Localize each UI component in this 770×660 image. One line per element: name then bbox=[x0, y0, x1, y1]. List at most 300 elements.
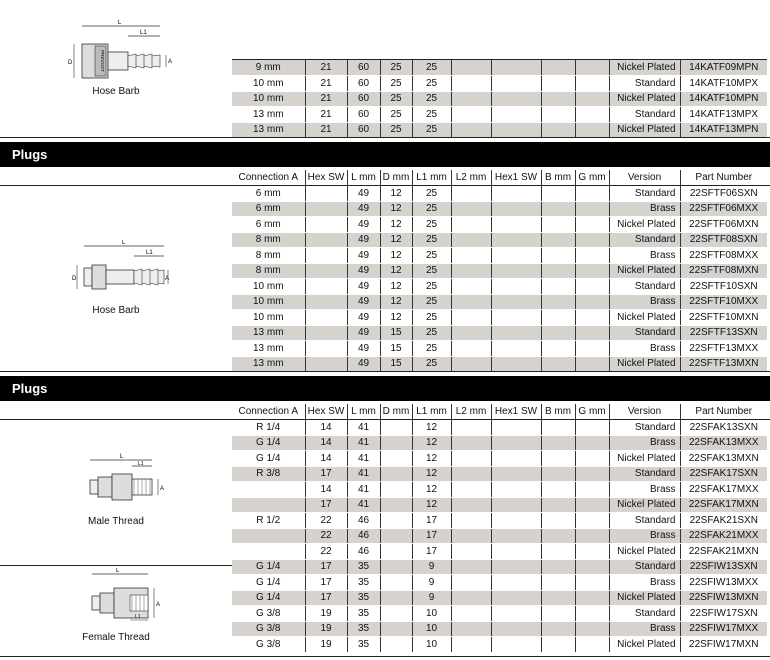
table-cell bbox=[491, 91, 541, 107]
table-cell bbox=[232, 497, 305, 513]
table-cell bbox=[305, 217, 347, 233]
table-cell bbox=[305, 248, 347, 264]
table-cell: G 3/8 bbox=[232, 606, 305, 622]
table-row bbox=[232, 91, 767, 107]
table-cell bbox=[451, 122, 491, 138]
table-cell: Brass bbox=[609, 621, 680, 637]
table-cell bbox=[575, 91, 609, 107]
table-cell: Brass bbox=[609, 341, 680, 357]
svg-text:A: A bbox=[165, 276, 170, 282]
table-cell: 15 bbox=[380, 325, 412, 341]
table-row bbox=[232, 482, 767, 498]
table-cell: Standard bbox=[609, 559, 680, 575]
table-cell bbox=[541, 544, 575, 560]
table-cell: 17 bbox=[305, 575, 347, 591]
table-cell: 41 bbox=[347, 466, 380, 482]
table-cell bbox=[575, 201, 609, 217]
table-cell: 22SFTF06MXN bbox=[680, 217, 767, 233]
table-cell bbox=[451, 217, 491, 233]
table-cell: G 1/4 bbox=[232, 451, 305, 467]
table-cell: Nickel Plated bbox=[609, 544, 680, 560]
table-cell: Brass bbox=[609, 294, 680, 310]
table-row bbox=[232, 186, 767, 202]
table-cell: 25 bbox=[412, 217, 451, 233]
table-cell bbox=[541, 232, 575, 248]
table-cell bbox=[575, 420, 609, 436]
table-cell: 46 bbox=[347, 528, 380, 544]
table-cell bbox=[380, 559, 412, 575]
table-cell bbox=[491, 356, 541, 372]
table-cell: 22SFAK21SXN bbox=[680, 513, 767, 529]
table-cell bbox=[380, 528, 412, 544]
table-cell: 35 bbox=[347, 575, 380, 591]
table-cell: 49 bbox=[347, 186, 380, 202]
table-cell: 9 bbox=[412, 575, 451, 591]
table-cell: 22SFAK17SXN bbox=[680, 466, 767, 482]
table-cell: 12 bbox=[412, 435, 451, 451]
table-cell bbox=[305, 232, 347, 248]
table-cell: R 1/2 bbox=[232, 513, 305, 529]
spec-table-body bbox=[232, 420, 767, 653]
table-cell: Nickel Plated bbox=[609, 263, 680, 279]
table-header-row bbox=[232, 170, 767, 186]
table-cell bbox=[541, 575, 575, 591]
spec-table bbox=[232, 170, 767, 372]
table-cell: Brass bbox=[609, 201, 680, 217]
column-header: Hex SW bbox=[305, 404, 347, 420]
column-header: L2 mm bbox=[451, 170, 491, 186]
table-cell: 10 mm bbox=[232, 279, 305, 295]
table-cell bbox=[575, 435, 609, 451]
table-cell bbox=[305, 263, 347, 279]
table-cell: Nickel Plated bbox=[609, 356, 680, 372]
table-cell: Nickel Plated bbox=[609, 122, 680, 138]
table-cell: 19 bbox=[305, 606, 347, 622]
table-cell: 25 bbox=[380, 107, 412, 123]
svg-text:L: L bbox=[122, 240, 126, 246]
table-cell bbox=[575, 497, 609, 513]
table-cell: 17 bbox=[412, 513, 451, 529]
image-label: Hose Barb bbox=[92, 86, 140, 97]
table-cell bbox=[491, 606, 541, 622]
table-cell bbox=[575, 232, 609, 248]
table-cell: Standard bbox=[609, 232, 680, 248]
table-cell bbox=[491, 294, 541, 310]
column-header: L mm bbox=[347, 404, 380, 420]
table-row bbox=[232, 310, 767, 326]
table-cell bbox=[451, 528, 491, 544]
table-cell: 49 bbox=[347, 325, 380, 341]
table-cell: 6 mm bbox=[232, 217, 305, 233]
table-cell bbox=[305, 341, 347, 357]
table-cell bbox=[541, 420, 575, 436]
table-cell: 22SFAK21MXN bbox=[680, 544, 767, 560]
table-cell: 21 bbox=[305, 91, 347, 107]
table-cell: 9 bbox=[412, 559, 451, 575]
svg-text:L1: L1 bbox=[135, 614, 141, 620]
table-cell: 22SFIW17SXN bbox=[680, 606, 767, 622]
table-cell: 22 bbox=[305, 528, 347, 544]
table-cell bbox=[575, 217, 609, 233]
table-cell bbox=[541, 217, 575, 233]
table-cell: 10 mm bbox=[232, 310, 305, 326]
table-cell: 14KATF10MPX bbox=[680, 76, 767, 92]
table-cell: 10 bbox=[412, 637, 451, 653]
table-cell: 21 bbox=[305, 107, 347, 123]
table-row bbox=[232, 466, 767, 482]
table-cell: 22SFTF10MXN bbox=[680, 310, 767, 326]
table-cell: 35 bbox=[347, 637, 380, 653]
table-cell bbox=[491, 482, 541, 498]
table-cell: G 1/4 bbox=[232, 559, 305, 575]
table-cell bbox=[305, 201, 347, 217]
table-row bbox=[232, 76, 767, 92]
section-hose-barb-coupler bbox=[0, 0, 770, 138]
table-cell bbox=[451, 60, 491, 76]
table-cell: 22SFAK13SXN bbox=[680, 420, 767, 436]
table-cell: 41 bbox=[347, 497, 380, 513]
table-cell: G 1/4 bbox=[232, 590, 305, 606]
table-cell bbox=[541, 482, 575, 498]
table-cell: 41 bbox=[347, 420, 380, 436]
svg-text:D: D bbox=[72, 276, 77, 282]
table-row bbox=[232, 356, 767, 372]
table-cell bbox=[491, 310, 541, 326]
table-cell: 10 bbox=[412, 621, 451, 637]
table-cell bbox=[491, 451, 541, 467]
svg-text:L1: L1 bbox=[146, 250, 153, 256]
table-cell bbox=[305, 310, 347, 326]
table-row bbox=[232, 420, 767, 436]
table-cell: Nickel Plated bbox=[609, 637, 680, 653]
table-cell: 12 bbox=[380, 279, 412, 295]
table-cell: 12 bbox=[380, 263, 412, 279]
table-cell: Brass bbox=[609, 528, 680, 544]
column-header: L2 mm bbox=[451, 404, 491, 420]
table-cell bbox=[541, 606, 575, 622]
table-cell: 6 mm bbox=[232, 186, 305, 202]
table-cell: Standard bbox=[609, 186, 680, 202]
spec-table bbox=[232, 60, 767, 138]
table-row bbox=[232, 528, 767, 544]
table-cell: 49 bbox=[347, 217, 380, 233]
table-row bbox=[232, 606, 767, 622]
table-cell: 25 bbox=[412, 76, 451, 92]
table-cell: 49 bbox=[347, 248, 380, 264]
table-cell: 22SFIW13SXN bbox=[680, 559, 767, 575]
table-cell bbox=[575, 451, 609, 467]
table-cell: 13 mm bbox=[232, 107, 305, 123]
table-cell: 46 bbox=[347, 513, 380, 529]
table-cell: 22SFTF10SXN bbox=[680, 279, 767, 295]
table-cell bbox=[380, 621, 412, 637]
column-header: G mm bbox=[575, 404, 609, 420]
table-cell bbox=[575, 637, 609, 653]
table-cell bbox=[541, 76, 575, 92]
table-cell: Brass bbox=[609, 482, 680, 498]
table-cell bbox=[451, 186, 491, 202]
table-cell bbox=[575, 294, 609, 310]
table-cell bbox=[575, 559, 609, 575]
table-row bbox=[232, 201, 767, 217]
table-cell: Brass bbox=[609, 248, 680, 264]
table-cell: Standard bbox=[609, 606, 680, 622]
svg-text:PREVOST: PREVOST bbox=[100, 50, 105, 72]
table-cell bbox=[491, 122, 541, 138]
table-cell: 12 bbox=[380, 186, 412, 202]
table-cell: 14 bbox=[305, 451, 347, 467]
table-cell bbox=[491, 621, 541, 637]
table-cell: Brass bbox=[609, 575, 680, 591]
svg-text:L1: L1 bbox=[140, 30, 147, 36]
table-cell bbox=[575, 107, 609, 123]
table-cell: 25 bbox=[412, 263, 451, 279]
table-cell: 22SFTF13MXN bbox=[680, 356, 767, 372]
table-cell bbox=[541, 341, 575, 357]
table-cell bbox=[541, 590, 575, 606]
table-cell bbox=[491, 559, 541, 575]
table-cell bbox=[232, 544, 305, 560]
table-cell: 21 bbox=[305, 60, 347, 76]
svg-text:A: A bbox=[156, 602, 161, 608]
table-cell: 35 bbox=[347, 606, 380, 622]
table-cell: 49 bbox=[347, 294, 380, 310]
section-thread-plugs bbox=[0, 402, 770, 658]
table-cell bbox=[541, 107, 575, 123]
table-cell bbox=[575, 248, 609, 264]
table-cell bbox=[305, 356, 347, 372]
table-cell bbox=[575, 590, 609, 606]
table-cell bbox=[451, 107, 491, 123]
section-title-plugs: Plugs bbox=[0, 376, 770, 401]
table-cell: 25 bbox=[412, 232, 451, 248]
table-cell bbox=[451, 621, 491, 637]
table-cell bbox=[451, 356, 491, 372]
table-cell: 13 mm bbox=[232, 122, 305, 138]
table-cell bbox=[541, 325, 575, 341]
table-row bbox=[232, 325, 767, 341]
table-cell: 25 bbox=[380, 122, 412, 138]
table-cell bbox=[541, 513, 575, 529]
table-row bbox=[232, 559, 767, 575]
table-cell bbox=[575, 325, 609, 341]
table-cell bbox=[380, 637, 412, 653]
table-cell bbox=[491, 232, 541, 248]
spec-table bbox=[232, 404, 767, 653]
spec-table-body bbox=[232, 60, 767, 138]
table-cell bbox=[575, 528, 609, 544]
table-cell: Standard bbox=[609, 279, 680, 295]
table-cell bbox=[380, 451, 412, 467]
table-cell: Nickel Plated bbox=[609, 590, 680, 606]
table-cell: 25 bbox=[412, 248, 451, 264]
table-cell bbox=[380, 590, 412, 606]
table-cell bbox=[491, 107, 541, 123]
table-row bbox=[232, 294, 767, 310]
image-label-male-thread: Male Thread bbox=[88, 516, 144, 527]
table-row bbox=[232, 451, 767, 467]
table-cell: 49 bbox=[347, 341, 380, 357]
table-cell: 35 bbox=[347, 621, 380, 637]
table-cell: 10 mm bbox=[232, 91, 305, 107]
table-cell: 17 bbox=[305, 559, 347, 575]
table-cell bbox=[491, 76, 541, 92]
table-cell bbox=[232, 482, 305, 498]
table-row bbox=[232, 637, 767, 653]
table-cell: 14KATF10MPN bbox=[680, 91, 767, 107]
column-header: L1 mm bbox=[412, 170, 451, 186]
table-row bbox=[232, 497, 767, 513]
table-cell: 14 bbox=[305, 435, 347, 451]
table-cell bbox=[575, 341, 609, 357]
table-cell bbox=[575, 513, 609, 529]
table-cell: 49 bbox=[347, 263, 380, 279]
table-cell bbox=[491, 420, 541, 436]
table-cell: 25 bbox=[412, 325, 451, 341]
table-cell bbox=[541, 310, 575, 326]
table-cell bbox=[541, 294, 575, 310]
table-cell bbox=[491, 279, 541, 295]
table-cell: G 1/4 bbox=[232, 435, 305, 451]
spec-table-body bbox=[232, 186, 767, 372]
table-cell bbox=[451, 513, 491, 529]
table-cell bbox=[575, 60, 609, 76]
table-cell: 25 bbox=[412, 310, 451, 326]
table-cell: 60 bbox=[347, 60, 380, 76]
table-cell: Standard bbox=[609, 76, 680, 92]
table-cell: 49 bbox=[347, 232, 380, 248]
table-cell bbox=[380, 606, 412, 622]
table-cell: 60 bbox=[347, 107, 380, 123]
table-cell: Nickel Plated bbox=[609, 60, 680, 76]
image-label: Hose Barb bbox=[92, 305, 140, 316]
table-cell: Nickel Plated bbox=[609, 91, 680, 107]
table-cell bbox=[232, 528, 305, 544]
table-cell: 12 bbox=[380, 310, 412, 326]
table-cell bbox=[575, 122, 609, 138]
column-header: D mm bbox=[380, 404, 412, 420]
table-cell: 22SFIW17MXX bbox=[680, 621, 767, 637]
table-row bbox=[232, 279, 767, 295]
table-cell bbox=[380, 420, 412, 436]
table-cell: 22SFTF06SXN bbox=[680, 186, 767, 202]
table-cell bbox=[541, 60, 575, 76]
column-header: Hex1 SW bbox=[491, 170, 541, 186]
table-row bbox=[232, 513, 767, 529]
table-cell: 49 bbox=[347, 356, 380, 372]
table-cell: 17 bbox=[412, 544, 451, 560]
table-cell bbox=[541, 122, 575, 138]
table-cell: 60 bbox=[347, 76, 380, 92]
table-cell: 14KATF13MPN bbox=[680, 122, 767, 138]
table-cell bbox=[451, 497, 491, 513]
table-cell bbox=[451, 263, 491, 279]
table-cell: 9 bbox=[412, 590, 451, 606]
table-cell: 21 bbox=[305, 76, 347, 92]
table-cell: 49 bbox=[347, 310, 380, 326]
table-cell: 25 bbox=[380, 76, 412, 92]
table-cell bbox=[451, 575, 491, 591]
table-cell bbox=[491, 544, 541, 560]
table-row bbox=[232, 544, 767, 560]
table-row bbox=[232, 232, 767, 248]
table-cell: 12 bbox=[380, 201, 412, 217]
table-cell bbox=[541, 186, 575, 202]
table-cell: 25 bbox=[412, 186, 451, 202]
svg-text:A: A bbox=[168, 59, 173, 65]
table-cell: 25 bbox=[380, 91, 412, 107]
table-cell: 8 mm bbox=[232, 263, 305, 279]
table-cell bbox=[491, 325, 541, 341]
table-cell bbox=[541, 356, 575, 372]
table-cell: 25 bbox=[380, 60, 412, 76]
table-cell bbox=[575, 606, 609, 622]
column-header: L mm bbox=[347, 170, 380, 186]
table-cell: 10 bbox=[412, 606, 451, 622]
svg-text:L: L bbox=[116, 568, 120, 574]
table-cell: 25 bbox=[412, 122, 451, 138]
table-cell bbox=[491, 590, 541, 606]
table-cell: Standard bbox=[609, 513, 680, 529]
table-cell bbox=[451, 451, 491, 467]
table-cell bbox=[451, 76, 491, 92]
table-cell: Standard bbox=[609, 466, 680, 482]
table-cell: Standard bbox=[609, 420, 680, 436]
table-cell bbox=[541, 91, 575, 107]
table-cell bbox=[541, 435, 575, 451]
table-cell bbox=[491, 435, 541, 451]
table-cell: 22SFTF13SXN bbox=[680, 325, 767, 341]
table-cell bbox=[541, 248, 575, 264]
table-cell: Standard bbox=[609, 325, 680, 341]
table-row bbox=[232, 248, 767, 264]
table-cell bbox=[575, 186, 609, 202]
table-cell: 35 bbox=[347, 590, 380, 606]
svg-text:L: L bbox=[118, 20, 122, 26]
column-header: L1 mm bbox=[412, 404, 451, 420]
table-cell: 22SFTF08MXX bbox=[680, 248, 767, 264]
section-hose-barb-plug bbox=[0, 168, 770, 372]
table-cell: 60 bbox=[347, 122, 380, 138]
table-cell: 12 bbox=[380, 217, 412, 233]
table-cell: 12 bbox=[380, 294, 412, 310]
table-row bbox=[232, 590, 767, 606]
table-cell: 12 bbox=[412, 420, 451, 436]
table-cell bbox=[305, 279, 347, 295]
table-cell: 35 bbox=[347, 559, 380, 575]
table-cell: Nickel Plated bbox=[609, 451, 680, 467]
table-cell: 25 bbox=[412, 60, 451, 76]
table-cell: 22SFAK17MXN bbox=[680, 497, 767, 513]
male-thread-plug-drawing bbox=[80, 452, 170, 504]
table-cell: 17 bbox=[412, 528, 451, 544]
table-cell: 8 mm bbox=[232, 232, 305, 248]
section-title-plugs: Plugs bbox=[0, 142, 770, 167]
table-cell: R 3/8 bbox=[232, 466, 305, 482]
table-cell: 17 bbox=[305, 497, 347, 513]
column-header: Version bbox=[609, 404, 680, 420]
table-cell: Nickel Plated bbox=[609, 497, 680, 513]
table-cell: R 1/4 bbox=[232, 420, 305, 436]
table-cell: 15 bbox=[380, 356, 412, 372]
table-cell bbox=[541, 466, 575, 482]
table-cell bbox=[541, 497, 575, 513]
table-cell: 41 bbox=[347, 435, 380, 451]
table-cell bbox=[491, 637, 541, 653]
table-cell bbox=[575, 356, 609, 372]
column-header: Connection A bbox=[232, 170, 305, 186]
table-cell bbox=[380, 466, 412, 482]
